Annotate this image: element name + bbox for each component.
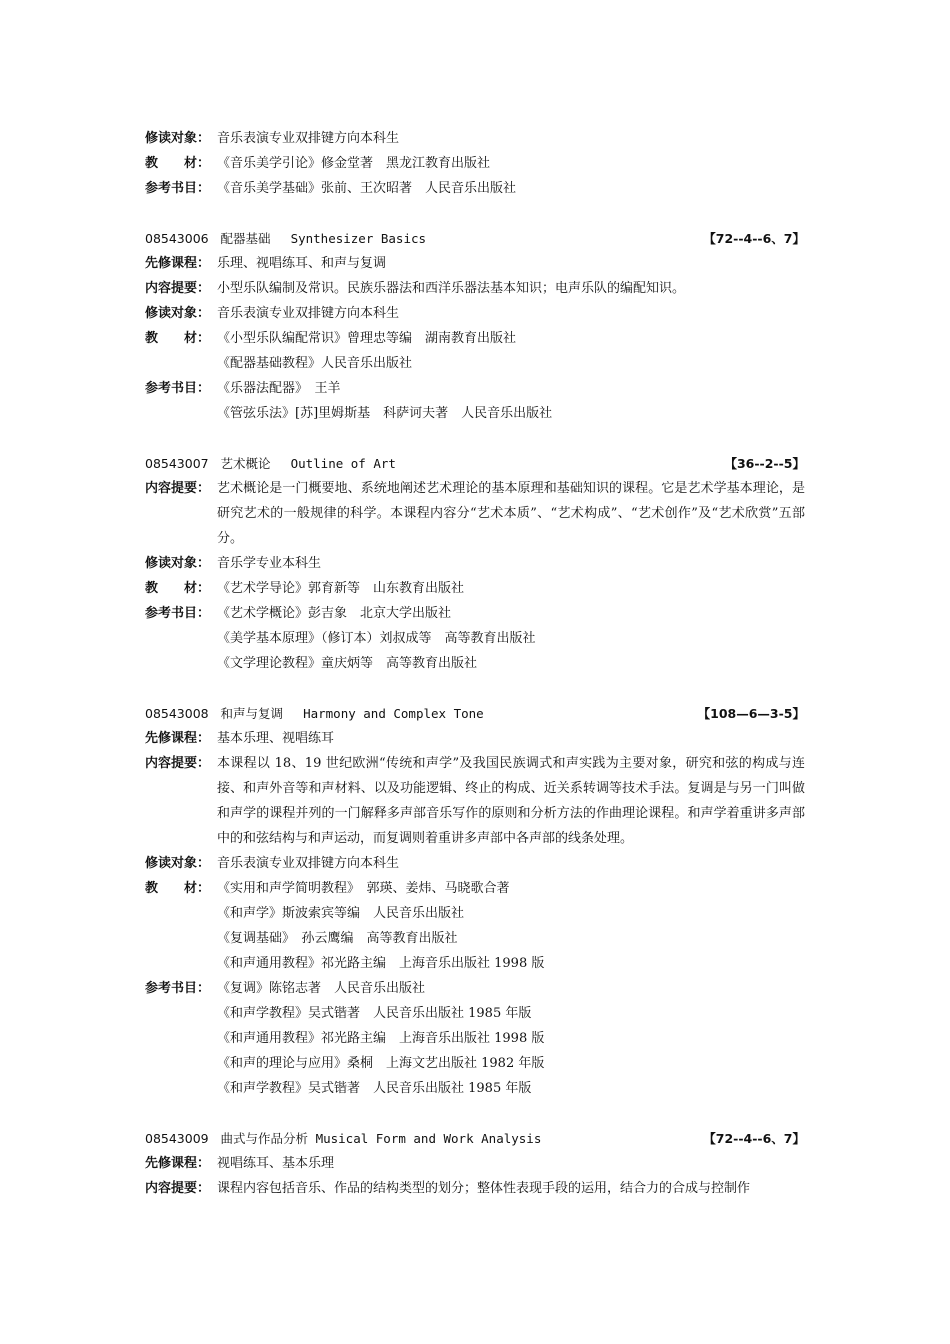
summary-row [145, 276, 805, 301]
reference-more: 《文学理论教程》童庆炳等 高等教育出版社 [217, 656, 478, 671]
field-value: 课程内容包括音乐、作品的结构类型的划分；整体性表现手段的运用，结合力的合成与控制作 [217, 1181, 751, 1196]
field-value: 基本乐理、视唱练耳 [217, 731, 335, 746]
course-title: 和声与复调 Harmony and Complex Tone [220, 706, 484, 721]
reference-row [145, 376, 805, 401]
field-value: 本课程以 18、19 世纪欧洲“传统和声学”及我国民族调式和声实践为主要对象，研究和弦的构成与连接、和声外音等和声材料、以及功能逻辑、终止的构成、近关系转调等技术手法。复调是与另一门叫做和声学的课程并列的一门解释多声部音乐写作的原则和分析方法的作曲理论课程。和声学着重讲多声部中的和弦结构与和声运动，而复调则着重讲多声部中各声部的线条处理。 [217, 756, 805, 846]
field-value: 视唱练耳、基本乐理 [217, 1156, 335, 1171]
field-label: 先修课程： [145, 256, 211, 271]
reference-more: 《美学基本原理》（修订本）刘叔成等 高等教育出版社 [217, 631, 536, 646]
course-title: 配器基础 Synthesizer Basics [220, 231, 427, 246]
textbook-more: 《配器基础教程》人民音乐出版社 [217, 356, 413, 371]
field-label: 教 材： [145, 331, 210, 346]
field-value: 音乐表演专业双排键方向本科生 [217, 306, 400, 321]
course-code: 08543008 [145, 706, 209, 721]
reference-row [145, 976, 805, 1001]
course-code: 08543009 [145, 1131, 209, 1146]
field-label: 参考书目： [145, 381, 211, 396]
field-label: 参考书目： [145, 181, 211, 196]
field-value: 《音乐美学基础》张前、王次昭著 人民音乐出版社 [217, 181, 517, 196]
field-value: 《实用和声学简明教程》 郭瑛、姜炜、马晓歌合著 [217, 881, 510, 896]
course-hours: 【36--2--5】 [724, 456, 805, 471]
field-value: 乐理、视唱练耳、和声与复调 [217, 256, 387, 271]
prereq-row [145, 251, 805, 276]
course-hours: 【72--4--6、7】 [703, 1131, 805, 1146]
field-label: 教 材： [145, 156, 210, 171]
reference-more: 《和声学教程》吴式锴著 人民音乐出版社 1985 年版 [217, 1006, 532, 1021]
field-label: 修读对象： [145, 306, 211, 321]
textbook-row [145, 151, 805, 176]
target-row [145, 551, 805, 576]
reference-row [145, 176, 805, 201]
textbook-row [145, 326, 805, 351]
target-row [145, 126, 805, 151]
field-label: 修读对象： [145, 131, 211, 146]
course-code: 08543007 [145, 456, 209, 471]
course-title: 艺术概论 Outline of Art [220, 456, 396, 471]
summary-row [145, 476, 805, 551]
textbook-more: 《和声通用教程》祁光路主编 上海音乐出版社 1998 版 [217, 956, 545, 971]
textbook-more: 《复调基础》 孙云鹰编 高等教育出版社 [217, 931, 458, 946]
reference-more: 《和声学教程》吴式锴著 人民音乐出版社 1985 年版 [217, 1081, 532, 1096]
field-value: 《艺术学导论》郭育新等 山东教育出版社 [217, 581, 465, 596]
field-label: 先修课程： [145, 1156, 211, 1171]
summary-row [145, 1176, 805, 1201]
field-value: 艺术概论是一门概要地、系统地阐述艺术理论的基本原理和基础知识的课程。它是艺术学基本理论，是研究艺术的一般规律的科学。本课程内容分“艺术本质”、“艺术构成”、“艺术创作”及“艺术欣赏”五部分。 [217, 481, 805, 546]
field-label: 修读对象： [145, 556, 211, 571]
reference-more: 《和声的理论与应用》桑桐 上海文艺出版社 1982 年版 [217, 1056, 545, 1071]
field-label: 先修课程： [145, 731, 211, 746]
course-header [145, 1126, 805, 1151]
field-label: 内容提要： [145, 481, 211, 496]
reference-row [145, 601, 805, 626]
field-value: 音乐表演专业双排键方向本科生 [217, 131, 400, 146]
textbook-row [145, 576, 805, 601]
field-value: 小型乐队编制及常识。民族乐器法和西洋乐器法基本知识；电声乐队的编配知识。 [217, 281, 686, 296]
target-row [145, 301, 805, 326]
course-catalog-page [145, 126, 805, 1201]
summary-row [145, 751, 805, 851]
prereq-row [145, 1151, 805, 1176]
course-code: 08543006 [145, 231, 209, 246]
field-label: 修读对象： [145, 856, 211, 871]
course-hours: 【108—6—3-5】 [697, 706, 805, 721]
textbook-more: 《和声学》斯波索宾等编 人民音乐出版社 [217, 906, 465, 921]
field-value: 《复调》陈铭志著 人民音乐出版社 [217, 981, 426, 996]
field-label: 内容提要： [145, 1181, 211, 1196]
field-value: 《小型乐队编配常识》曾理忠等编 湖南教育出版社 [217, 331, 517, 346]
field-label: 参考书目： [145, 606, 211, 621]
field-value: 音乐表演专业双排键方向本科生 [217, 856, 400, 871]
course-hours: 【72--4--6、7】 [703, 231, 805, 246]
course-header [145, 226, 805, 251]
field-label: 参考书目： [145, 981, 211, 996]
textbook-row [145, 876, 805, 901]
field-value: 音乐学专业本科生 [217, 556, 322, 571]
reference-more: 《和声通用教程》祁光路主编 上海音乐出版社 1998 版 [217, 1031, 545, 1046]
target-row [145, 851, 805, 876]
prereq-row [145, 726, 805, 751]
course-title: 曲式与作品分析 Musical Form and Work Analysis [220, 1131, 542, 1146]
field-value: 《音乐美学引论》修金堂著 黑龙江教育出版社 [217, 156, 491, 171]
field-value: 《艺术学概论》彭吉象 北京大学出版社 [217, 606, 452, 621]
course-header [145, 701, 805, 726]
field-label: 内容提要： [145, 756, 211, 771]
field-label: 教 材： [145, 881, 210, 896]
course-header [145, 451, 805, 476]
reference-more: 《管弦乐法》[苏]里姆斯基 科萨诃夫著 人民音乐出版社 [217, 406, 553, 421]
field-label: 教 材： [145, 581, 210, 596]
field-value: 《乐器法配器》 王羊 [217, 381, 341, 396]
field-label: 内容提要： [145, 281, 211, 296]
